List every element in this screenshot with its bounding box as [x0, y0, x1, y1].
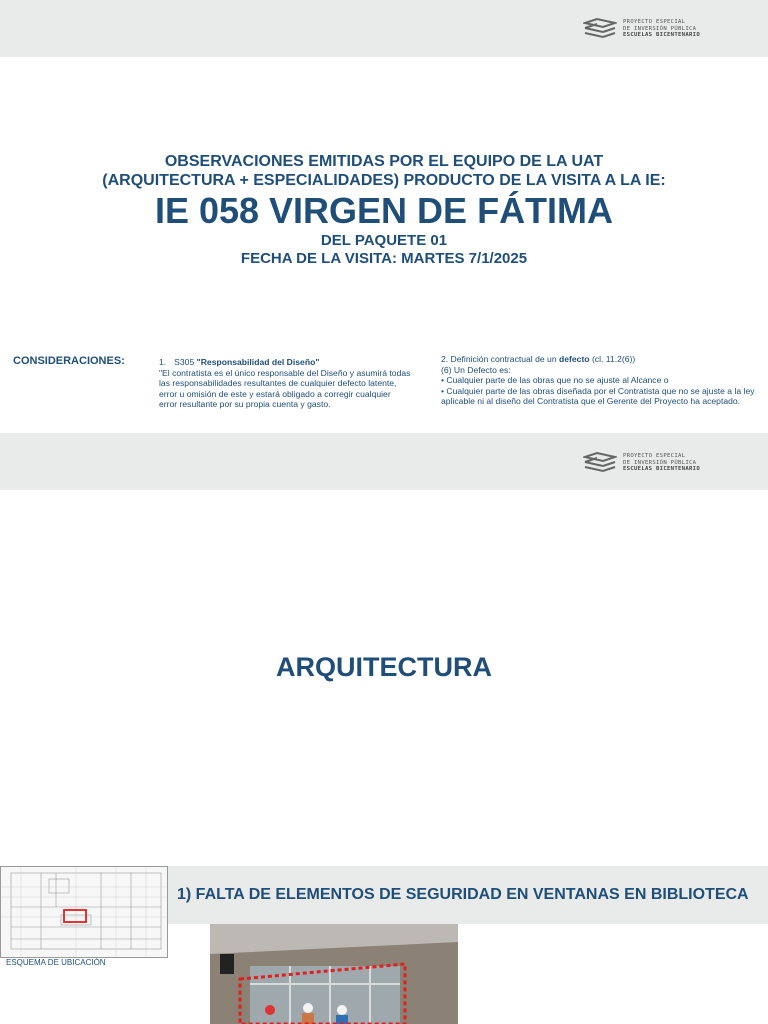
- escuelas-bicentenario-logo-2: [583, 451, 700, 475]
- school-name: IE 058 VIRGEN DE FÁTIMA: [154, 190, 614, 231]
- logo-mark-icon: [583, 17, 617, 41]
- logo-line-1: PROYECTO ESPECIAL: [623, 453, 686, 460]
- logo-line-2: DE INVERSIÓN PÚBLICA: [623, 459, 697, 466]
- consideration-1-heading: [159, 357, 411, 368]
- consideration-2-line-2: (6) Un Defecto es:: [441, 364, 511, 375]
- header-line-2: (ARQUITECTURA + ESPECIALIDADES) PRODUCTO DE LA VISITA A LA IE:: [102, 172, 666, 189]
- consideration-2-intro-bold: defecto: [559, 354, 590, 364]
- consideration-2-bullet-1: • Cualquier parte de las obras que no se ajuste al Alcance o: [441, 375, 669, 386]
- plan-caption: ESQUEMA DE UBICACIÓN: [6, 958, 106, 967]
- consideration-1-code: S305: [174, 357, 197, 367]
- floor-plan-drawing: [1, 867, 167, 957]
- site-photo-drawing: [210, 924, 458, 1024]
- consideration-item-1: [159, 357, 411, 410]
- visit-date: FECHA DE LA VISITA: MARTES 7/1/2025: [240, 250, 528, 267]
- title-block: [0, 152, 768, 268]
- header-line-1: OBSERVACIONES EMITIDAS POR EL EQUIPO DE LA UAT: [164, 153, 604, 170]
- site-photo: [210, 924, 458, 1024]
- logo-line-1: PROYECTO ESPECIAL: [623, 19, 686, 26]
- consideration-1-body: "El contratista es el único responsable del Diseño y asumirá todas las responsabilidades resultantes de cualquier defecto latente, error u omisión de este y estará obligado a corregir cualquier error resultante por su propia cuenta y gasto.: [159, 367, 411, 410]
- location-plan-image: [0, 866, 168, 958]
- logo-line-2: DE INVERSIÓN PÚBLICA: [623, 25, 697, 32]
- consideration-2-intro: [441, 354, 766, 365]
- considerations-label: CONSIDERACIONES:: [13, 355, 125, 367]
- logo-text: [623, 19, 700, 39]
- package-label: DEL PAQUETE 01: [320, 232, 448, 249]
- consideration-item-2: [441, 354, 766, 407]
- slide-header-band: [0, 433, 768, 490]
- consideration-1-number: 1.: [159, 357, 167, 367]
- logo-mark-icon: [583, 451, 617, 475]
- logo-line-3: ESCUELAS BICENTENARIO: [623, 32, 701, 39]
- consideration-2-intro-post: (cl. 11.2(6)): [589, 354, 636, 364]
- consideration-2-intro-pre: 2. Definición contractual de un: [441, 354, 559, 364]
- logo-line-3: ESCUELAS BICENTENARIO: [623, 466, 701, 473]
- consideration-1-title: "Responsabilidad del Diseño": [196, 357, 320, 367]
- escuelas-bicentenario-logo: [583, 17, 700, 41]
- section-heading: ARQUITECTURA: [276, 652, 492, 682]
- consideration-2-bullet-2: • Cualquier parte de las obras diseñada por el Contratista que no se ajuste a la ley aplicable ni al diseño del Contratista que el Gerente del Proyecto ha aceptado.: [441, 385, 755, 407]
- logo-text-2: [623, 453, 700, 473]
- top-header-band: [0, 0, 768, 57]
- observation-title: 1) FALTA DE ELEMENTOS DE SEGURIDAD EN VENTANAS EN BIBLIOTECA: [177, 886, 749, 903]
